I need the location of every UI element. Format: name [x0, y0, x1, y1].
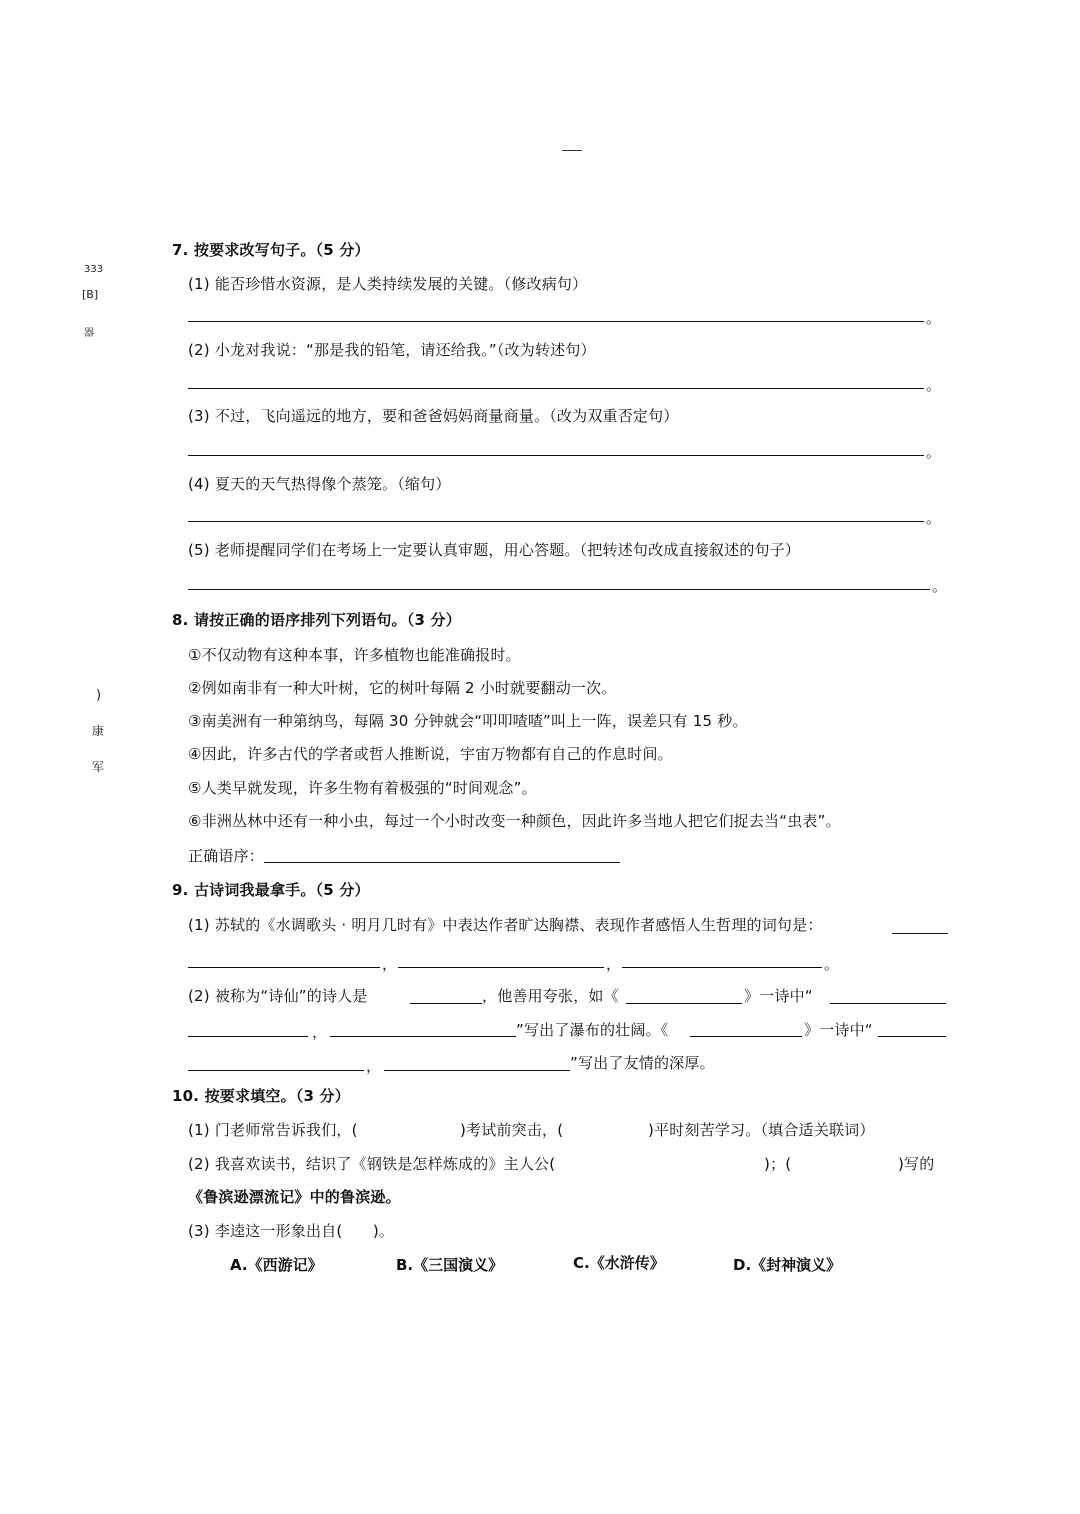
q9-part1-comma-2: ，: [606, 955, 622, 973]
q10-option-d[interactable]: D.《封神演义》: [733, 1256, 842, 1274]
q9-part2-e: 》一诗中“: [804, 1021, 873, 1039]
q9-part2-d: ”写出了瀑布的壮阔。《: [516, 1021, 669, 1039]
q7-answer-line-3[interactable]: [188, 455, 924, 456]
q9-part1-period: 。: [824, 955, 840, 973]
q10-protagonist-blank[interactable]: [606, 1154, 762, 1174]
q9-poem1-line-blank-b[interactable]: [188, 1036, 308, 1037]
q10-line2-c: )写的: [898, 1155, 935, 1173]
q9-part2-c: 》一诗中“: [744, 987, 813, 1005]
q8-sentence-3: ③南美洲有一种第纳鸟，每隔 30 分钟就会“叩叩喳喳”叫上一阵，误差只有 15 秒。: [188, 712, 748, 730]
q10-option-c[interactable]: C.《水浒传》: [573, 1254, 665, 1272]
margin-mark-paren: ): [96, 688, 102, 703]
q9-part2-comma-1: ，: [312, 1023, 328, 1041]
q10-line3: (3) 李逵这一形象出自( )。: [188, 1222, 395, 1240]
q7-title: 7. 按要求改写句子。（5 分）: [172, 241, 370, 259]
q8-title: 8. 请按正确的语序排列下列语句。（3 分）: [172, 611, 461, 629]
q9-part2-b: ，他善用夸张，如《: [482, 987, 619, 1005]
q9-part1-blank-0[interactable]: [892, 933, 948, 934]
q7-end-mark-3: 。: [926, 443, 942, 461]
q9-poet-blank[interactable]: [410, 1003, 482, 1004]
q7-end-mark-4: 。: [926, 509, 942, 527]
q7-item-5: (5) 老师提醒同学们在考场上一定要认真审题，用心答题。（把转述句改成直接叙述的句子）: [188, 541, 801, 559]
q9-title: 9. 古诗词我最拿手。（5 分）: [172, 881, 370, 899]
q10-option-a[interactable]: A.《西游记》: [230, 1256, 323, 1274]
q7-end-mark-5: 。: [932, 577, 948, 595]
q10-title: 10. 按要求填空。（3 分）: [172, 1087, 350, 1105]
q10-line1-c: )平时刻苦学习。（填合适关联词）: [648, 1121, 875, 1139]
q10-line2-a: (2) 我喜欢读书，结识了《钢铁是怎样炼成的》主人公(: [188, 1155, 556, 1173]
q8-answer-line[interactable]: [264, 862, 620, 863]
q10-conjunction-blank-1[interactable]: [380, 1120, 460, 1140]
q7-end-mark-2: 。: [926, 376, 942, 394]
q8-sentence-2: ②例如南非有一种大叶树，它的树叶每隔 2 小时就要翻动一次。: [188, 679, 617, 697]
q10-line2-b: )；(: [764, 1155, 792, 1173]
q7-answer-line-5[interactable]: [188, 589, 930, 590]
q9-poem1-title-blank[interactable]: [626, 1003, 742, 1004]
q10-line1-a: (1) 门老师常告诉我们，(: [188, 1121, 358, 1139]
q8-sentence-1: ①不仅动物有这种本事，许多植物也能准确报时。: [188, 646, 521, 664]
q10-conjunction-blank-2[interactable]: [580, 1120, 646, 1140]
margin-mark-bracket: [B]: [82, 288, 99, 301]
q9-poem1-line-blank-c[interactable]: [330, 1036, 516, 1037]
q9-part1-comma-1: ，: [382, 955, 398, 973]
q7-answer-line-2[interactable]: [188, 388, 924, 389]
q9-poem2-line-blank-c[interactable]: [384, 1070, 570, 1071]
q7-answer-line-4[interactable]: [188, 521, 924, 522]
q8-sentence-4: ④因此，许多古代的学者或哲人推断说，宇宙万物都有自己的作息时间。: [188, 745, 673, 763]
margin-mark-char: 器: [84, 328, 94, 339]
q9-part1-blank-3[interactable]: [622, 967, 822, 968]
q10-line2-d: 《鲁滨逊漂流记》中的鲁滨逊。: [188, 1188, 401, 1206]
q7-item-1: (1) 能否珍惜水资源，是人类持续发展的关键。（修改病句）: [188, 275, 588, 293]
q10-author-blank[interactable]: [800, 1154, 896, 1174]
q10-line1-b: )考试前突击，(: [460, 1121, 564, 1139]
q7-item-2: (2) 小龙对我说：“那是我的铅笔，请还给我。”（改为转述句）: [188, 341, 596, 359]
margin-mark-kang: 康: [92, 724, 105, 738]
q9-poem2-line-blank-a[interactable]: [878, 1036, 946, 1037]
margin-mark-jun: 军: [92, 760, 105, 774]
q7-item-4: (4) 夏天的天气热得像个蒸笼。（缩句）: [188, 475, 451, 493]
page-top-dash: [562, 150, 582, 151]
q8-sentence-5: ⑤人类早就发现，许多生物有着极强的“时间观念”。: [188, 779, 537, 797]
q10-option-b[interactable]: B.《三国演义》: [396, 1256, 504, 1274]
q9-poem1-line-blank-a[interactable]: [830, 1003, 946, 1004]
q9-poem2-line-blank-b[interactable]: [188, 1070, 364, 1071]
q7-answer-line-1[interactable]: [188, 321, 924, 322]
q7-end-mark-1: 。: [926, 309, 942, 327]
q9-part1-blank-1[interactable]: [188, 967, 380, 968]
q8-sentence-6: ⑥非洲丛林中还有一种小虫，每过一个小时改变一种颜色，因此许多当地人把它们捉去当“虫表”。: [188, 812, 841, 830]
q7-item-3: (3) 不过，飞向遥远的地方，要和爸爸妈妈商量商量。（改为双重否定句）: [188, 407, 679, 425]
q9-part2-f: ”写出了友情的深厚。: [570, 1054, 715, 1072]
q9-poem2-title-blank[interactable]: [690, 1036, 802, 1037]
q9-part2-a: (2) 被称为“诗仙”的诗人是: [188, 987, 368, 1005]
q9-part1-text: (1) 苏轼的《水调歌头 · 明月几时有》中表达作者旷达胸襟、表现作者感悟人生哲理的词句是：: [188, 916, 823, 934]
q9-part2-comma-2: ，: [366, 1057, 382, 1075]
margin-mark-number: 333: [84, 264, 104, 275]
q9-part1-blank-2[interactable]: [398, 967, 604, 968]
q8-answer-label: 正确语序：: [188, 847, 265, 865]
